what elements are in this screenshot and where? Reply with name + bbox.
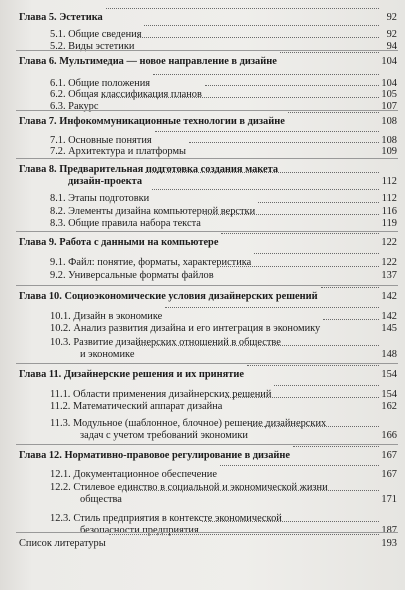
toc-entry-title: безопасности предприятия bbox=[80, 525, 199, 536]
dot-leader bbox=[288, 111, 379, 113]
toc-entry-title: Глава 6. Мультимедиа — новое направление в дизайне bbox=[19, 56, 277, 67]
toc-entry-title: 11.3. Модульное (шаблонное, блочное) решение дизайнерских bbox=[50, 418, 327, 429]
dot-leader bbox=[165, 306, 379, 308]
toc-page-number: 92 bbox=[386, 29, 397, 40]
toc-page-number: 105 bbox=[381, 89, 397, 100]
toc-page-number: 187 bbox=[381, 525, 397, 536]
toc-page-number: 104 bbox=[381, 78, 397, 89]
toc-entry-title: 10.1. Дизайн в экономике bbox=[50, 311, 163, 322]
toc-entry-title: 12.1. Документационное обеспечение bbox=[50, 469, 217, 480]
dot-leader bbox=[137, 36, 379, 38]
dot-leader bbox=[189, 141, 379, 143]
dot-leader bbox=[202, 520, 379, 522]
dot-leader bbox=[274, 384, 379, 386]
toc-page-number: 119 bbox=[381, 218, 397, 229]
toc-page-number: 171 bbox=[381, 494, 397, 505]
toc-entry-title: Глава 10. Социоэкономические условия дизайнерских решений bbox=[19, 291, 318, 302]
toc-entry-title: Глава 5. Эстетика bbox=[19, 12, 103, 23]
toc-entry-title: Глава 12. Нормативно-правовое регулирование в дизайне bbox=[19, 450, 290, 461]
toc-entry-title: 9.1. Файл: понятие, форматы, характеристика bbox=[50, 257, 252, 268]
dot-leader bbox=[144, 24, 379, 26]
dot-leader bbox=[254, 252, 379, 254]
toc-page-number: 112 bbox=[381, 193, 397, 204]
toc-page-number: 108 bbox=[381, 116, 397, 127]
toc-page-number: 154 bbox=[381, 369, 397, 380]
toc-page-number: 166 bbox=[381, 430, 397, 441]
toc-page-number: 154 bbox=[381, 389, 397, 400]
dot-leader bbox=[220, 464, 379, 466]
toc-entry-title: 9.2. Универсальные форматы файлов bbox=[50, 270, 214, 281]
toc-entry-title: Глава 9. Работа с данными на компьютере bbox=[19, 237, 219, 248]
toc-entry-title: 8.2. Элементы дизайна компьютерной верстки bbox=[50, 206, 256, 217]
dot-leader bbox=[101, 96, 379, 98]
toc-entry-title: Список литературы bbox=[19, 538, 106, 549]
toc-entry-title: 11.1. Области применения дизайнерских решений bbox=[50, 389, 272, 400]
toc-entry-title: 10.2. Анализ развития дизайна и его интеграция в экономику bbox=[50, 323, 321, 334]
dot-leader bbox=[251, 425, 379, 427]
toc-entry-title: дизайн-проекта bbox=[68, 176, 143, 187]
toc-page-number: 167 bbox=[381, 469, 397, 480]
toc-page-number: 104 bbox=[381, 56, 397, 67]
dot-leader bbox=[106, 7, 379, 9]
toc-page-number: 145 bbox=[381, 323, 397, 334]
dot-leader bbox=[137, 344, 379, 346]
toc-page-number: 108 bbox=[381, 135, 397, 146]
toc-entry-title: задач с учетом требований экономики bbox=[80, 430, 248, 441]
toc-entry-title: 12.2. Стилевое единство в социальной и экономической жизни bbox=[50, 482, 328, 493]
dot-leader bbox=[258, 201, 379, 203]
toc-page-number: 112 bbox=[381, 176, 397, 187]
toc-page-number: 142 bbox=[381, 311, 397, 322]
dot-leader bbox=[145, 171, 379, 173]
toc-page-number: 107 bbox=[381, 101, 397, 112]
section-divider bbox=[16, 158, 398, 159]
toc-entry-title: и экономике bbox=[80, 349, 135, 360]
toc-entry-title: 6.2. Общая классификация планов bbox=[50, 89, 202, 100]
toc-page-number: 193 bbox=[381, 538, 397, 549]
dot-leader bbox=[321, 286, 379, 288]
toc-page-number: 109 bbox=[381, 146, 397, 157]
dot-leader bbox=[217, 265, 379, 267]
toc-page-number: 137 bbox=[381, 270, 397, 281]
dot-leader bbox=[109, 533, 379, 535]
dot-leader bbox=[155, 130, 379, 132]
dot-leader bbox=[125, 489, 379, 491]
dot-leader bbox=[152, 188, 379, 190]
dot-leader bbox=[323, 318, 379, 320]
toc-entry-title: Глава 8. Предварительная подготовка создания макета bbox=[19, 164, 279, 175]
toc-entry-title: 5.2. Виды эстетики bbox=[50, 41, 135, 52]
toc-page-number: 148 bbox=[381, 349, 397, 360]
toc-entry-title: общества bbox=[80, 494, 122, 505]
toc-entry-title: 12.3. Стиль предприятия в контексте экономической bbox=[50, 513, 282, 524]
toc-entry-title: 7.1. Основные понятия bbox=[50, 135, 152, 146]
dot-leader bbox=[293, 445, 379, 447]
toc-entry-title: 10.3. Развитие дизайнерских отношений в обществе bbox=[50, 337, 281, 348]
toc-entry-title: 8.1. Этапы подготовки bbox=[50, 193, 150, 204]
toc-page-number: 116 bbox=[381, 206, 397, 217]
toc-page-number: 167 bbox=[381, 450, 397, 461]
dot-leader bbox=[153, 73, 379, 75]
toc-page-number: 122 bbox=[381, 237, 397, 248]
dot-leader bbox=[247, 364, 379, 366]
toc-page-number: 162 bbox=[381, 401, 397, 412]
toc-page-number: 122 bbox=[381, 257, 397, 268]
dot-leader bbox=[221, 232, 379, 234]
toc-page-number: 94 bbox=[386, 41, 397, 52]
toc-entry-title: 6.3. Ракурс bbox=[50, 101, 99, 112]
toc-entry-title: Глава 11. Дизайнерские решения и их принятие bbox=[19, 369, 244, 380]
toc-page-number: 92 bbox=[386, 12, 397, 23]
dot-leader bbox=[204, 213, 379, 215]
dot-leader bbox=[225, 396, 379, 398]
toc-entry-title: 6.1. Общие положения bbox=[50, 78, 151, 89]
dot-leader bbox=[205, 84, 379, 86]
toc-entry-title: 11.2. Математический аппарат дизайна bbox=[50, 401, 223, 412]
toc-entry-title: 5.1. Общие сведения bbox=[50, 29, 142, 40]
toc-entry-title: 8.3. Общие правила набора текста bbox=[50, 218, 201, 229]
toc-entry-title: Глава 7. Инфокоммуникационные технологии в дизайне bbox=[19, 116, 285, 127]
toc-page-number: 142 bbox=[381, 291, 397, 302]
toc-entry-title: 7.2. Архитектура и платформы bbox=[50, 146, 187, 157]
dot-leader bbox=[280, 51, 379, 53]
